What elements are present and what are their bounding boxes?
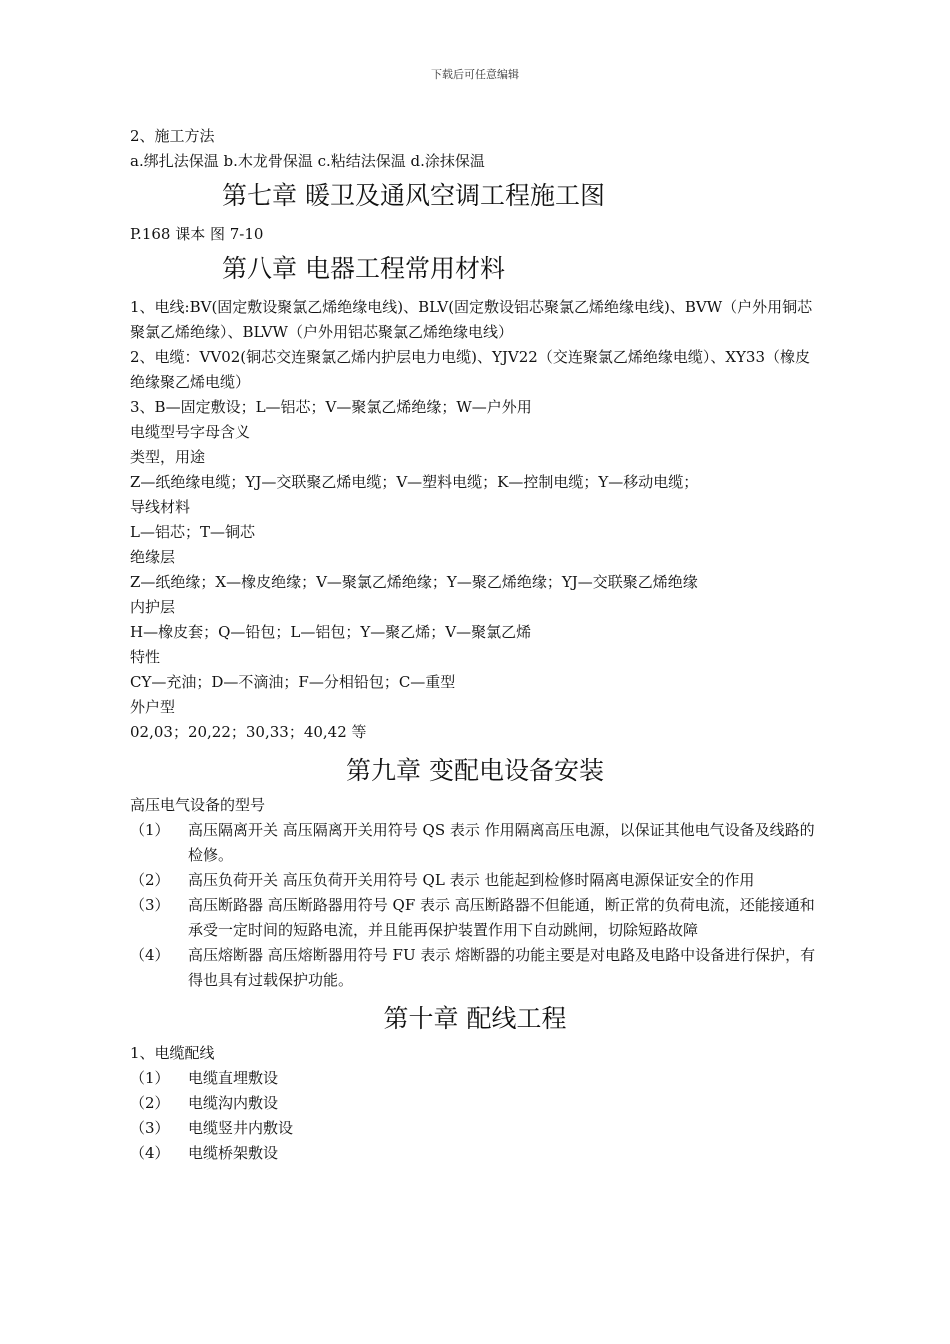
list-number: （3） (130, 896, 170, 914)
paragraph: 1、电线:BV(固定敷设聚氯乙烯绝缘电线)、BLV(固定敷设铝芯聚氯乙烯绝缘电线)、BVW（户外用铜芯聚氯乙烯绝缘）、BLVW（户外用铝芯聚氯乙烯绝缘电线） (130, 298, 813, 341)
text-line: H—橡皮套；Q—铅包；L—铝包；Y—聚乙烯；V—聚氯乙烯 (130, 623, 532, 641)
document-body (130, 124, 820, 1166)
list-number: （2） (130, 1094, 170, 1112)
list-number: （4） (130, 946, 170, 964)
text-line: 高压电气设备的型号 (130, 796, 266, 814)
list-text: 电缆沟内敷设 (188, 1094, 279, 1112)
chapter-7-title: 第七章 暖卫及通风空调工程施工图 (222, 181, 605, 210)
text-line: L—铝芯；T—铜芯 (130, 523, 255, 541)
list-number: （1） (130, 821, 170, 839)
text-line: 外户型 (130, 698, 176, 716)
chapter-9-title: 第九章 变配电设备安装 (346, 756, 604, 785)
chapter-10-title: 第十章 配线工程 (383, 1004, 567, 1033)
list-item (130, 943, 820, 993)
list-number: （2） (130, 871, 170, 889)
list-text: 高压隔离开关 高压隔离开关用符号 QS 表示 作用隔离高压电源，以保证其他电气设备及线路的检修。 (188, 821, 815, 864)
text-line: 内护层 (130, 598, 176, 616)
text-line: CY—充油；D—不滴油；F—分相铅包；C—重型 (130, 673, 456, 691)
text-line: 1、电缆配线 (130, 1044, 215, 1062)
text-line: 导线材料 (130, 498, 191, 516)
list-item (130, 868, 820, 893)
chapter-8-title: 第八章 电器工程常用材料 (222, 254, 505, 283)
text-line: 电缆型号字母含义 (130, 423, 251, 441)
list-number: （1） (130, 1069, 170, 1087)
list-text: 电缆竖井内敷设 (188, 1119, 294, 1137)
list-number: （4） (130, 1144, 170, 1162)
list-item (130, 818, 820, 868)
list-item (130, 893, 820, 943)
text-line: 绝缘层 (130, 548, 176, 566)
text-line: 2、施工方法 (130, 127, 215, 145)
text-line: 类型，用途 (130, 448, 206, 466)
list-text: 电缆直埋敷设 (188, 1069, 279, 1087)
list-item (130, 1116, 820, 1141)
text-line: 3、B—固定敷设；L—铝芯；V—聚氯乙烯绝缘；W—户外用 (130, 398, 532, 416)
text-line: 02,03；20,22；30,33；40,42 等 (130, 723, 367, 741)
text-line: P.168 课本 图 7-10 (130, 225, 264, 243)
text-line: Z—纸绝缘；X—橡皮绝缘；V—聚氯乙烯绝缘；Y—聚乙烯绝缘；YJ—交联聚乙烯绝缘 (130, 573, 698, 591)
list-number: （3） (130, 1119, 170, 1137)
list-text: 高压断路器 高压断路器用符号 QF 表示 高压断路器不但能通，断正常的负荷电流，还能接通和承受一定时间的短路电流，并且能再保护装置作用下自动跳闸，切除短路故障 (188, 896, 815, 939)
list-text: 电缆桥架敷设 (188, 1144, 279, 1162)
list-item (130, 1141, 820, 1166)
text-line: Z—纸绝缘电缆；YJ—交联聚乙烯电缆；V—塑料电缆；K—控制电缆；Y—移动电缆； (130, 473, 699, 491)
list-item (130, 1091, 820, 1116)
page-header: 下载后可任意编辑 (431, 68, 519, 81)
list-item (130, 1066, 820, 1091)
text-line: 特性 (130, 648, 161, 666)
text-line: a.绑扎法保温 b.木龙骨保温 c.粘结法保温 d.涂抹保温 (130, 152, 485, 170)
list-text: 高压熔断器 高压熔断器用符号 FU 表示 熔断器的功能主要是对电路及电路中设备进行保护，有得也具有过载保护功能。 (188, 946, 816, 989)
paragraph: 2、电缆：VV02(铜芯交连聚氯乙烯内护层电力电缆)、YJV22（交连聚氯乙烯绝缘电缆）、XY33（橡皮绝缘聚乙烯电缆） (130, 348, 811, 391)
list-text: 高压负荷开关 高压负荷开关用符号 QL 表示 也能起到检修时隔离电源保证安全的作用 (188, 871, 755, 889)
